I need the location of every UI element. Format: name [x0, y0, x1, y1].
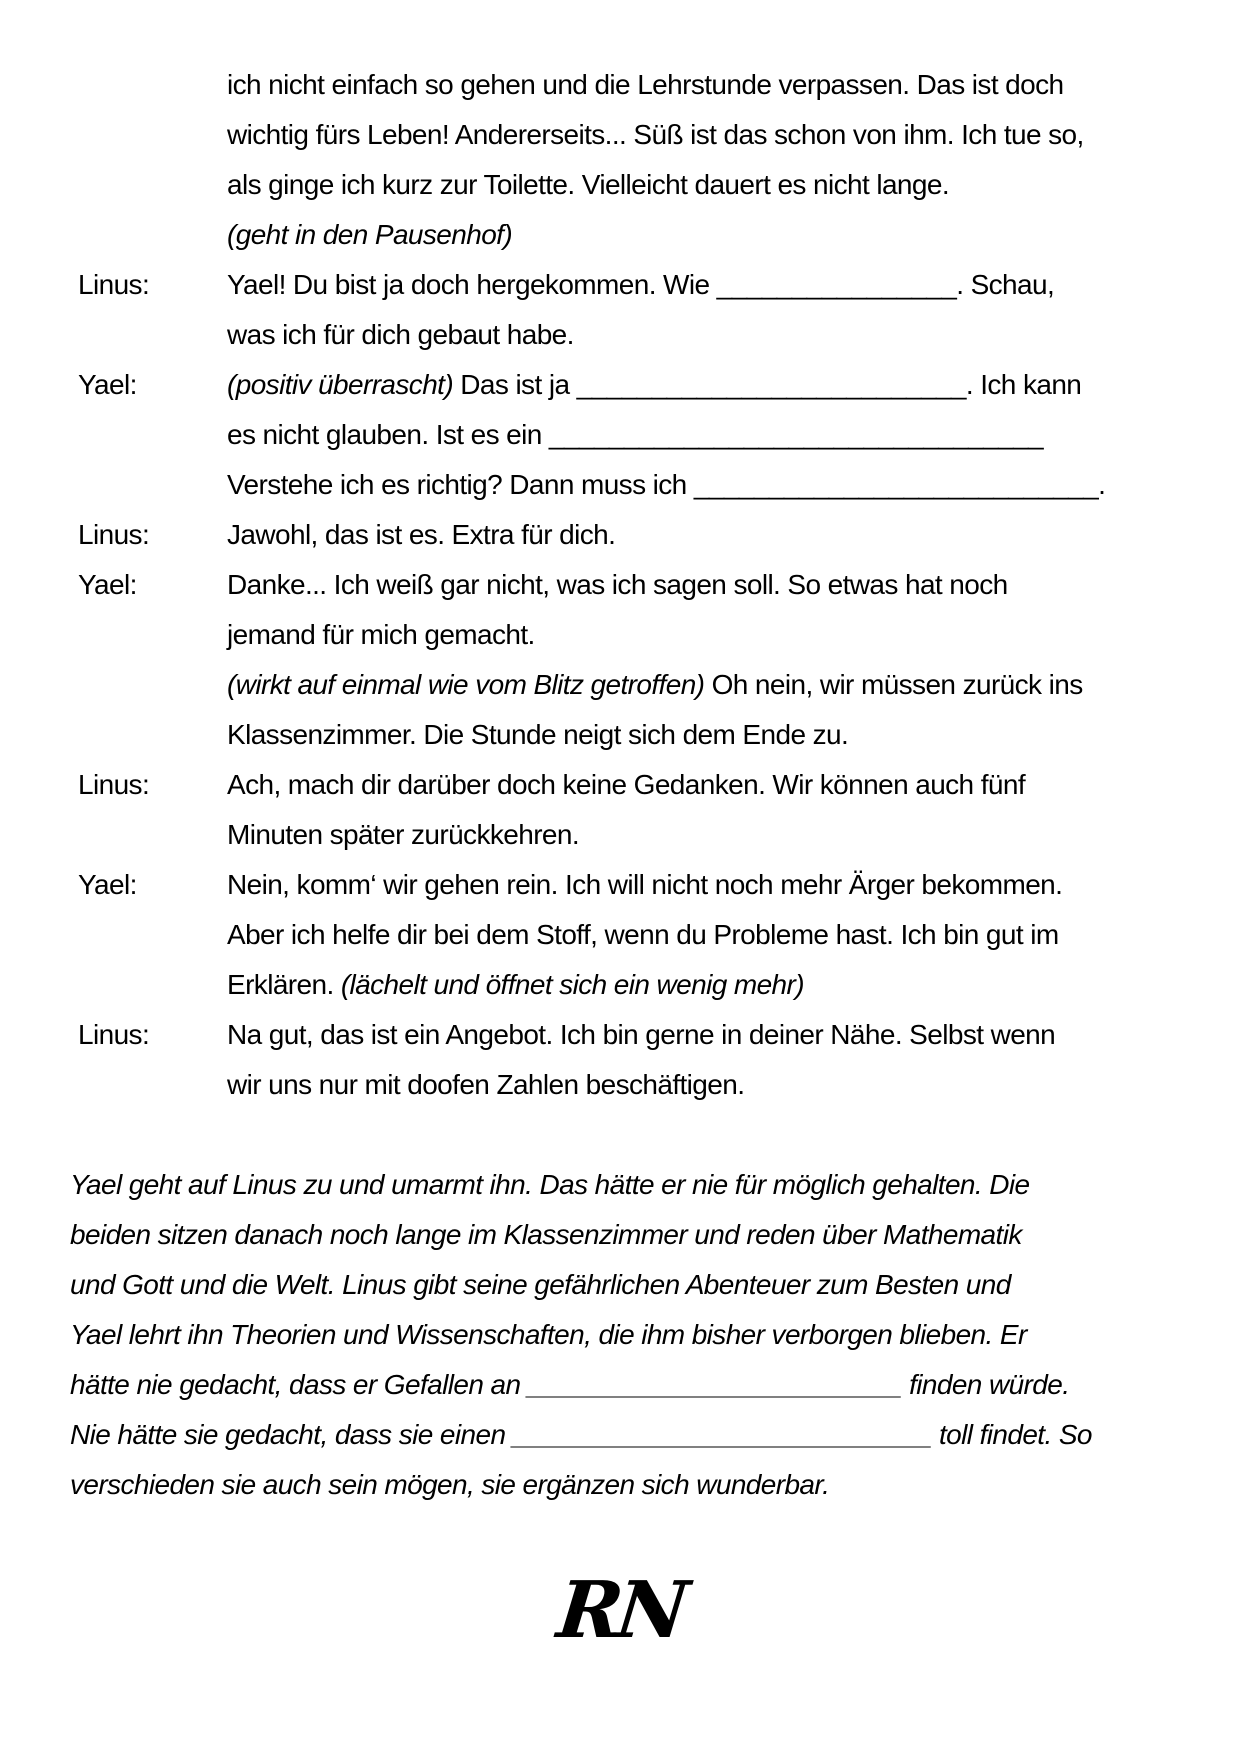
entry-lines [227, 60, 1178, 260]
dialogue-text: jemand für mich gemacht. [227, 619, 535, 650]
closing-line: verschieden sie auch sein mögen, sie ergänzen sich wunderbar. [70, 1469, 830, 1500]
speaker-label: Linus: [78, 269, 150, 300]
dialogue-text: Nein, komm‘ wir gehen rein. Ich will nicht noch mehr Ärger bekommen. [227, 869, 1063, 900]
closing-line: Nie hätte sie gedacht, dass sie einen ____________________________ toll findet. So [70, 1419, 1092, 1450]
script-line [227, 710, 1178, 760]
dialogue-text: Klassenzimmer. Die Stunde neigt sich dem Ende zu. [227, 719, 849, 750]
dialogue-text: Oh nein, wir müssen zurück ins [711, 669, 1083, 700]
speaker-label: Yael: [78, 369, 137, 400]
dialogue-entry [78, 1010, 1178, 1110]
script-line [227, 910, 1178, 960]
dialogue-text: Yael! Du bist ja doch hergekommen. Wie ________________. Schau, [227, 269, 1055, 300]
speaker-label: Linus: [78, 519, 150, 550]
script-line [227, 960, 1178, 1010]
stage-direction: (wirkt auf einmal wie vom Blitz getroffen) [227, 669, 712, 700]
script-line [227, 260, 1178, 310]
dialogue-text: wichtig fürs Leben! Andererseits... Süß ist das schon von ihm. Ich tue so, [227, 119, 1084, 150]
dialogue-entry [78, 360, 1178, 510]
dialogue-text: Verstehe ich es richtig? Dann muss ich ___________________________. [227, 469, 1106, 500]
dialogue-text: Na gut, das ist ein Angebot. Ich bin gerne in deiner Nähe. Selbst wenn [227, 1019, 1056, 1050]
stage-direction: (positiv überrascht) [227, 369, 461, 400]
speaker-label: Linus: [78, 769, 150, 800]
dialogue-text: Erklären. [227, 969, 341, 1000]
closing-paragraph [70, 1160, 1180, 1510]
closing-line: und Gott und die Welt. Linus gibt seine gefährlichen Abenteuer zum Besten und [70, 1269, 1011, 1300]
script-line [227, 610, 1178, 660]
monogram-signature: RN [553, 1565, 687, 1656]
entry-lines [227, 560, 1178, 760]
entry-lines [227, 510, 1178, 560]
closing-line: Yael lehrt ihn Theorien und Wissenschaften, die ihm bisher verborgen blieben. Er [70, 1319, 1027, 1350]
script-line [227, 60, 1178, 110]
dialogue-text: es nicht glauben. Ist es ein _________________________________ [227, 419, 1044, 450]
closing-line: Yael geht auf Linus zu und umarmt ihn. Das hätte er nie für möglich gehalten. Die [70, 1169, 1030, 1200]
speaker-label: Yael: [78, 569, 137, 600]
script-line [227, 160, 1178, 210]
entry-lines [227, 860, 1178, 1010]
dialogue-text: Danke... Ich weiß gar nicht, was ich sagen soll. So etwas hat noch [227, 569, 1008, 600]
dialogue-text: was ich für dich gebaut habe. [227, 319, 574, 350]
script-line [227, 360, 1178, 410]
dialogue-entry [78, 260, 1178, 360]
dialogue-entry [78, 510, 1178, 560]
dialogue-text: wir uns nur mit doofen Zahlen beschäftigen. [227, 1069, 745, 1100]
closing-line: hätte nie gedacht, dass er Gefallen an _________________________ finden würde. [70, 1369, 1070, 1400]
script-line [227, 110, 1178, 160]
dialogue-text: Jawohl, das ist es. Extra für dich. [227, 519, 616, 550]
dialogue-entry [78, 760, 1178, 860]
closing-line: beiden sitzen danach noch lange im Klassenzimmer und reden über Mathematik [70, 1219, 1022, 1250]
script-line [227, 310, 1178, 360]
stage-direction: (lächelt und öffnet sich ein wenig mehr) [340, 969, 804, 1000]
dialogue-block [78, 60, 1178, 1110]
script-line [227, 410, 1178, 460]
script-line [227, 460, 1178, 510]
dialogue-entry [78, 860, 1178, 1010]
speaker-label: Linus: [78, 1019, 150, 1050]
dialogue-text: Aber ich helfe dir bei dem Stoff, wenn du Probleme hast. Ich bin gut im [227, 919, 1059, 950]
speaker-label [78, 60, 227, 110]
script-line [227, 860, 1178, 910]
dialogue-text: Das ist ja __________________________. Ich kann [460, 369, 1082, 400]
dialogue-text: Ach, mach dir darüber doch keine Gedanken. Wir können auch fünf [227, 769, 1026, 800]
dialogue-text: ich nicht einfach so gehen und die Lehrstunde verpassen. Das ist doch [227, 69, 1064, 100]
entry-lines [227, 760, 1178, 860]
script-line [227, 1060, 1178, 1110]
monogram-wrap [0, 1565, 1240, 1656]
dialogue-entry [78, 560, 1178, 760]
script-line [227, 760, 1178, 810]
dialogue-entry [78, 60, 1178, 260]
speaker-label: Yael: [78, 869, 137, 900]
script-line [227, 510, 1178, 560]
dialogue-text: als ginge ich kurz zur Toilette. Vielleicht dauert es nicht lange. [227, 169, 950, 200]
stage-direction: (geht in den Pausenhof) [227, 219, 513, 250]
entry-lines [227, 360, 1178, 510]
dialogue-text: Minuten später zurückkehren. [227, 819, 580, 850]
entry-lines [227, 1010, 1178, 1110]
entry-lines [227, 260, 1178, 360]
script-line [227, 810, 1178, 860]
script-line [227, 660, 1178, 710]
script-line [227, 1010, 1178, 1060]
script-line [227, 210, 1178, 260]
script-line [227, 560, 1178, 610]
